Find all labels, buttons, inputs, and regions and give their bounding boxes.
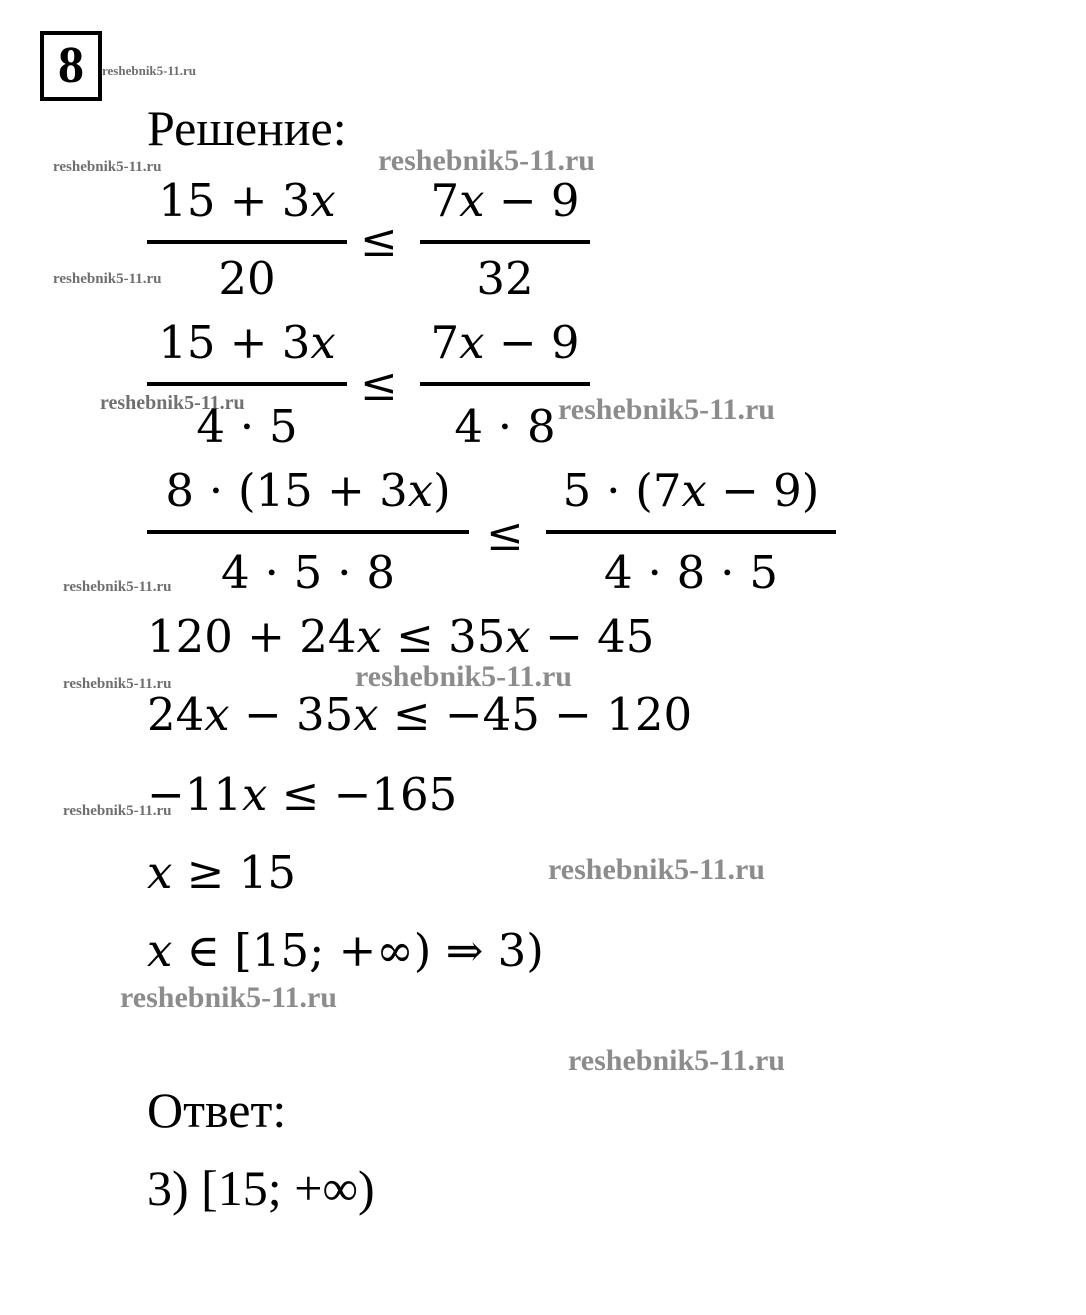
watermark: reshebnik5-11.ru bbox=[63, 803, 172, 819]
watermark: reshebnik5-11.ru bbox=[355, 660, 572, 693]
answer-heading: Ответ: bbox=[147, 1082, 287, 1138]
fraction-left-step1 bbox=[147, 174, 347, 305]
watermark: reshebnik5-11.ru bbox=[63, 676, 172, 692]
denominator: 4 ⋅ 5 ⋅ 8 bbox=[221, 546, 395, 599]
numerator: 15 + 3𝑥 bbox=[158, 174, 336, 227]
fraction-left-step3 bbox=[147, 464, 469, 599]
denominator: 20 bbox=[218, 252, 276, 305]
numerator: 8 ⋅ (15 + 3𝑥) bbox=[165, 464, 451, 517]
watermark: reshebnik5-11.ru bbox=[63, 579, 172, 595]
relation-sign: ≤ bbox=[360, 358, 398, 411]
denominator: 4 ⋅ 8 bbox=[454, 400, 556, 453]
fraction-bar bbox=[420, 240, 590, 244]
fraction-left-step2 bbox=[147, 316, 347, 453]
fraction-bar bbox=[420, 382, 590, 386]
fraction-bar bbox=[147, 382, 347, 386]
equation-line: 24𝑥 − 35𝑥 ≤ −45 − 120 bbox=[147, 688, 693, 741]
problem-number-box bbox=[40, 31, 102, 101]
equation-line: −11𝑥 ≤ −165 bbox=[147, 768, 458, 821]
fraction-right-step2 bbox=[420, 316, 590, 453]
answer-value: 3) [15; +∞) bbox=[147, 1160, 375, 1216]
fraction-bar bbox=[546, 530, 836, 534]
numerator: 15 + 3𝑥 bbox=[158, 316, 336, 369]
relation-sign: ≤ bbox=[360, 214, 398, 267]
watermark: reshebnik5-11.ru bbox=[100, 392, 245, 414]
watermark: reshebnik5-11.ru bbox=[120, 981, 337, 1014]
watermark: reshebnik5-11.ru bbox=[102, 63, 197, 78]
watermark: reshebnik5-11.ru bbox=[558, 393, 775, 426]
numerator: 5 ⋅ (7𝑥 − 9) bbox=[562, 464, 820, 517]
denominator: 32 bbox=[476, 252, 534, 305]
fraction-right-step3 bbox=[546, 464, 836, 599]
fraction-right-step1 bbox=[420, 174, 590, 305]
equation-line: 120 + 24𝑥 ≤ 35𝑥 − 45 bbox=[147, 610, 655, 663]
denominator: 4 ⋅ 5 bbox=[196, 400, 298, 453]
fraction-bar bbox=[147, 530, 469, 534]
watermark: reshebnik5-11.ru bbox=[53, 271, 162, 287]
watermark: reshebnik5-11.ru bbox=[53, 159, 162, 175]
fraction-bar bbox=[147, 240, 347, 244]
problem-number: 8 bbox=[58, 37, 84, 94]
numerator: 7𝑥 − 9 bbox=[430, 174, 580, 227]
relation-sign: ≤ bbox=[486, 508, 524, 561]
watermark: reshebnik5-11.ru bbox=[568, 1044, 785, 1077]
denominator: 4 ⋅ 8 ⋅ 5 bbox=[604, 546, 778, 599]
equation-line: 𝑥 ∈ [15; +∞) ⇒ 3) bbox=[147, 924, 544, 977]
watermark: reshebnik5-11.ru bbox=[378, 144, 595, 177]
numerator: 7𝑥 − 9 bbox=[430, 316, 580, 369]
equation-line: 𝑥 ≥ 15 bbox=[147, 846, 296, 899]
watermark: reshebnik5-11.ru bbox=[548, 853, 765, 886]
solution-heading: Решение: bbox=[147, 100, 347, 156]
